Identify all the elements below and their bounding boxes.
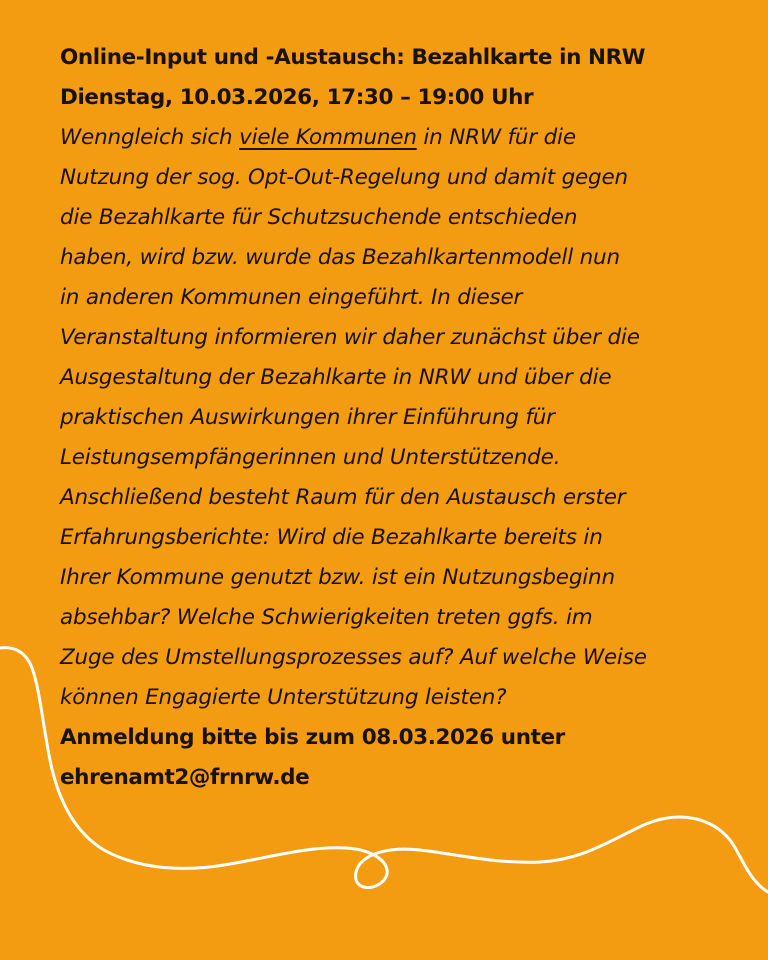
description-text: Wenngleich sich [60, 125, 240, 150]
viele-kommunen-link[interactable]: viele Kommunen [239, 125, 417, 150]
description-line: in anderen Kommunen eingeführt. In dieser [60, 285, 523, 310]
description-line: haben, wird bzw. wurde das Bezahlkartenmodell nun [60, 245, 620, 270]
description-line: Nutzung der sog. Opt-Out-Regelung und damit gegen [60, 165, 628, 190]
event-title: Online-Input und -Austausch: Bezahlkarte in NRW [60, 45, 646, 70]
description-line: Veranstaltung informieren wir daher zunächst über die [60, 325, 640, 350]
description-line: Ausgestaltung der Bezahlkarte in NRW und über die [60, 365, 612, 390]
event-text [60, 38, 750, 798]
registration-deadline: Anmeldung bitte bis zum 08.03.2026 unter [60, 725, 565, 750]
description-line [60, 118, 750, 158]
event-datetime: Dienstag, 10.03.2026, 17:30 – 19:00 Uhr [60, 85, 534, 110]
description-line: praktischen Auswirkungen ihrer Einführung für [60, 405, 555, 430]
description-line: die Bezahlkarte für Schutzsuchende entschieden [60, 205, 578, 230]
description-line: können Engagierte Unterstützung leisten? [60, 685, 507, 710]
description-line: Zuge des Umstellungsprozesses auf? Auf welche Weise [60, 645, 647, 670]
description-text: in NRW für die [416, 125, 576, 150]
registration-email-link[interactable]: ehrenamt2@frnrw.de [60, 765, 310, 790]
description-line: Erfahrungsberichte: Wird die Bezahlkarte bereits in [60, 525, 603, 550]
description-line: Ihrer Kommune genutzt bzw. ist ein Nutzungsbeginn [60, 565, 615, 590]
description-line: Leistungsempfängerinnen und Unterstützende. [60, 445, 561, 470]
description-line: absehbar? Welche Schwierigkeiten treten ggfs. im [60, 605, 593, 630]
description-line: Anschließend besteht Raum für den Austausch erster [60, 485, 626, 510]
